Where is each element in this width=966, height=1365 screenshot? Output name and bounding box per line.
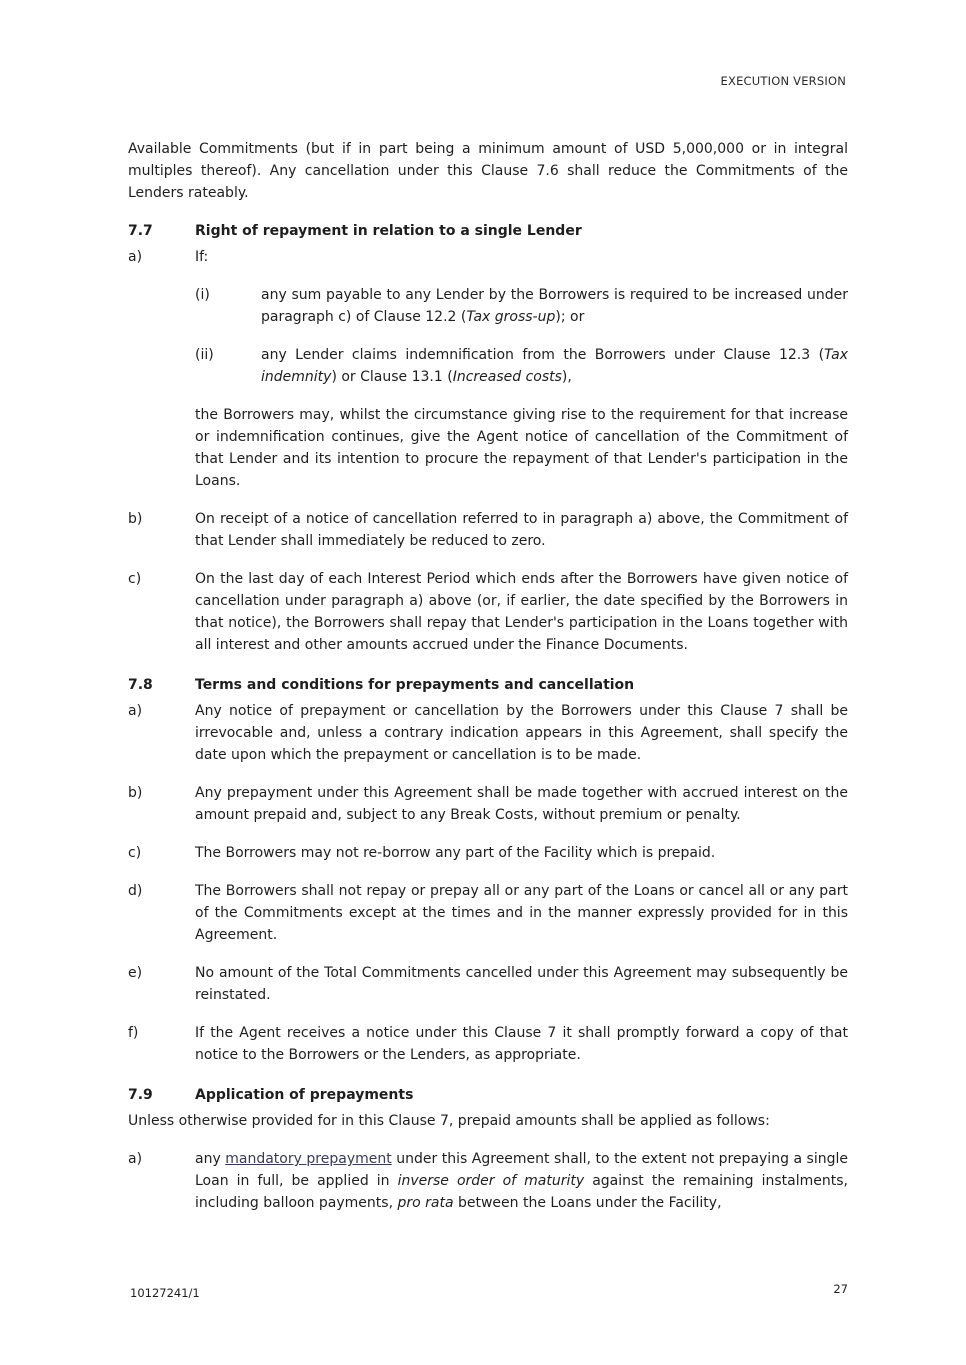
item-label: a) — [128, 703, 143, 719]
text-run: any — [195, 1151, 226, 1167]
item-text: No amount of the Total Commitments cancelled under this Agreement may subsequently be reinstated. — [195, 965, 848, 1003]
subitem-label: (ii) — [195, 347, 214, 363]
item-text: Any notice of prepayment or cancellation by the Borrowers under this Clause 7 shall be irrevocable and, unless a contrary indication appears in this Agreement, shall specify the date upon which the prepayment or cancellation is to be made. — [195, 703, 848, 763]
item-text — [195, 1148, 848, 1214]
clause-7-7-c — [128, 568, 848, 656]
subitem-label: (i) — [195, 287, 210, 303]
clause-title: Terms and conditions for prepayments and cancellation — [195, 677, 635, 693]
item-text: Any prepayment under this Agreement shall be made together with accrued interest on the amount prepaid and, subject to any Break Costs, without premium or penalty. — [195, 785, 848, 823]
clause-7-8-c — [128, 842, 848, 864]
clause-reference: Tax gross-up — [466, 309, 556, 325]
clause-7-7-b — [128, 508, 848, 552]
item-text: If: — [195, 249, 209, 265]
document-reference: 10127241/1 — [130, 1286, 200, 1300]
clause-7-8-b — [128, 782, 848, 826]
clause-number: 7.7 — [128, 223, 153, 239]
mandatory-prepayment-link[interactable]: mandatory prepayment — [225, 1151, 392, 1167]
item-label: d) — [128, 883, 143, 899]
clause-7-8-a — [128, 700, 848, 766]
item-label: f) — [128, 1025, 139, 1041]
clause-7-7-a — [128, 246, 848, 268]
clause-7-8-e — [128, 962, 848, 1006]
text-run: against the remaining instalments, including balloon payments, — [195, 1173, 848, 1211]
clause-7-8-f — [128, 1022, 848, 1066]
item-label: b) — [128, 511, 143, 527]
text-run: between the Loans under the Facility, — [453, 1195, 722, 1211]
page-content — [128, 138, 848, 1214]
page-number: 27 — [833, 1282, 848, 1296]
clause-7-8-heading — [128, 674, 848, 696]
item-label: a) — [128, 249, 143, 265]
item-label: a) — [128, 1151, 143, 1167]
clause-7-9-heading — [128, 1084, 848, 1106]
clause-number: 7.8 — [128, 677, 153, 693]
clause-7-7-a-ii — [195, 344, 848, 388]
clause-7-7-heading — [128, 220, 848, 242]
execution-version-label: EXECUTION VERSION — [720, 74, 846, 88]
item-label: c) — [128, 571, 142, 587]
intro-paragraph: Available Commitments (but if in part being a minimum amount of USD 5,000,000 or in integral multiples thereof). Any cancellation under this Clause 7.6 shall reduce the Commitments of the Lenders rateably. — [128, 141, 848, 201]
item-text: The Borrowers shall not repay or prepay all or any part of the Loans or cancel all or any part of the Commitments except at the times and in the manner expressly provided for in this Agreement. — [195, 883, 848, 943]
text-run: any Lender claims indemnification from the Borrowers under Clause 12.3 ( — [261, 347, 825, 363]
item-label: e) — [128, 965, 143, 981]
subitem-text — [261, 344, 848, 388]
clause-7-9-intro: Unless otherwise provided for in this Clause 7, prepaid amounts shall be applied as follows: — [128, 1113, 770, 1129]
clause-7-8-d — [128, 880, 848, 946]
item-label: c) — [128, 845, 142, 861]
item-text: On the last day of each Interest Period which ends after the Borrowers have given notice of cancellation under paragraph a) above (or, if earlier, the date specified by the Borrowers in that notice), the Borrowers shall repay that Lender's participation in the Loans together with all interest and other amounts accrued under the Finance Documents. — [195, 571, 848, 653]
item-text: The Borrowers may not re-borrow any part of the Facility which is prepaid. — [195, 845, 716, 861]
clause-reference: Tax indemnity — [261, 347, 848, 385]
clause-reference: Increased costs — [452, 369, 562, 385]
item-label: b) — [128, 785, 143, 801]
italic-term: inverse order of maturity — [397, 1173, 585, 1189]
clause-number: 7.9 — [128, 1087, 153, 1103]
italic-term: pro rata — [397, 1195, 454, 1211]
subitem-text — [261, 284, 848, 328]
text-run: ) or Clause 13.1 ( — [331, 369, 453, 385]
text-run: under this Agreement shall, to the extent not prepaying a single Loan in full, be applied in — [195, 1151, 848, 1189]
clause-title: Application of prepayments — [195, 1087, 414, 1103]
text-run: ), — [561, 369, 572, 385]
item-text: If the Agent receives a notice under this Clause 7 it shall promptly forward a copy of that notice to the Borrowers or the Lenders, as appropriate. — [195, 1025, 848, 1063]
clause-title: Right of repayment in relation to a single Lender — [195, 223, 582, 239]
clause-7-7-a-i — [195, 284, 848, 328]
text-run: ); or — [555, 309, 585, 325]
clause-7-9-a — [128, 1148, 848, 1214]
text-run: any sum payable to any Lender by the Borrowers is required to be increased under paragraph c) of Clause 12.2 ( — [261, 287, 848, 325]
clause-7-7-a-continuation: the Borrowers may, whilst the circumstance giving rise to the requirement for that increase or indemnification continues, give the Agent notice of cancellation of the Commitment of that Lender and its intention to procure the repayment of that Lender's participation in the Loans. — [195, 407, 848, 489]
item-text: On receipt of a notice of cancellation referred to in paragraph a) above, the Commitment of that Lender shall immediately be reduced to zero. — [195, 511, 848, 549]
